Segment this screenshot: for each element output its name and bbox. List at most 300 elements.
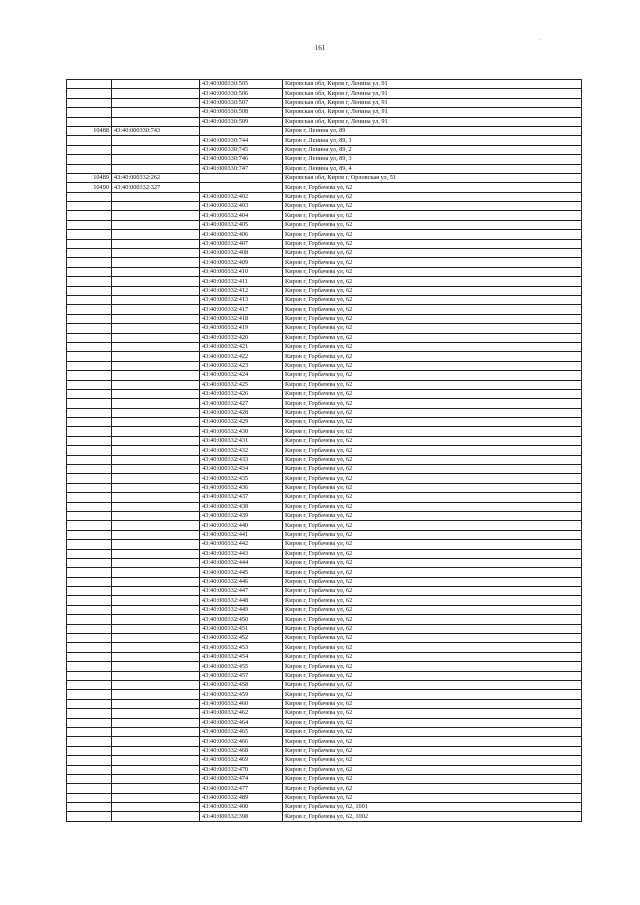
address: Киров г, Горбачева ул, 62 [283, 756, 582, 765]
table-row [67, 314, 582, 323]
parent-cadastral-number: 43:40:000330:743 [112, 126, 200, 135]
address: Киров г, Горбачева ул, 62 [283, 192, 582, 201]
address: Кировская обл, Киров г, Ленина ул, 91 [283, 89, 582, 98]
parent-cadastral-number [112, 784, 200, 793]
table-row [67, 455, 582, 464]
child-cadastral-number: 43:40:000332:466 [200, 737, 283, 746]
address: Киров г, Горбачева ул, 62 [283, 380, 582, 389]
row-number [67, 765, 112, 774]
table-row [67, 681, 582, 690]
parent-cadastral-number [112, 267, 200, 276]
cadastral-table [66, 79, 582, 822]
child-cadastral-number: 43:40:000332:435 [200, 474, 283, 483]
parent-cadastral-number [112, 239, 200, 248]
child-cadastral-number: 43:40:000332:458 [200, 681, 283, 690]
table-row [67, 577, 582, 586]
row-number [67, 418, 112, 427]
parent-cadastral-number [112, 230, 200, 239]
row-number [67, 277, 112, 286]
parent-cadastral-number [112, 558, 200, 567]
child-cadastral-number: 43:40:000332:437 [200, 493, 283, 502]
address: Киров г, Горбачева ул, 62 [283, 465, 582, 474]
child-cadastral-number: 43:40:000332:474 [200, 774, 283, 783]
table-row [67, 690, 582, 699]
table-row [67, 699, 582, 708]
parent-cadastral-number [112, 455, 200, 464]
parent-cadastral-number [112, 314, 200, 323]
parent-cadastral-number [112, 727, 200, 736]
child-cadastral-number: 43:40:000332:447 [200, 587, 283, 596]
parent-cadastral-number: 43:40:000332:262 [112, 173, 200, 182]
child-cadastral-number: 43:40:000332:411 [200, 277, 283, 286]
row-number [67, 427, 112, 436]
parent-cadastral-number [112, 718, 200, 727]
row-number [67, 324, 112, 333]
parent-cadastral-number [112, 418, 200, 427]
address: Киров г, Горбачева ул, 62 [283, 239, 582, 248]
child-cadastral-number: 43:40:000332:410 [200, 267, 283, 276]
row-number [67, 549, 112, 558]
address: Киров г, Ленина ул, 89 [283, 126, 582, 135]
address: Киров г, Горбачева ул, 62 [283, 662, 582, 671]
row-number [67, 643, 112, 652]
address: Киров г, Горбачева ул, 62 [283, 634, 582, 643]
row-number [67, 455, 112, 464]
address: Киров г, Горбачева ул, 62 [283, 596, 582, 605]
row-number [67, 164, 112, 173]
child-cadastral-number: 43:40:000332:420 [200, 333, 283, 342]
parent-cadastral-number [112, 605, 200, 614]
address: Киров г, Горбачева ул, 62 [283, 455, 582, 464]
child-cadastral-number: 43:40:000332:455 [200, 662, 283, 671]
address: Киров г, Горбачева ул, 62 [283, 446, 582, 455]
address: Киров г, Горбачева ул, 62 [283, 652, 582, 661]
row-number [67, 756, 112, 765]
table-row [67, 727, 582, 736]
row-number [67, 568, 112, 577]
address: Киров г, Горбачева ул, 62, 1002 [283, 812, 582, 821]
table-row [67, 530, 582, 539]
row-number [67, 774, 112, 783]
address: Киров г, Горбачева ул, 62 [283, 408, 582, 417]
row-number [67, 483, 112, 492]
row-number [67, 80, 112, 89]
parent-cadastral-number [112, 756, 200, 765]
child-cadastral-number: 43:40:000332:441 [200, 530, 283, 539]
row-number [67, 98, 112, 107]
row-number [67, 249, 112, 258]
parent-cadastral-number: 43:40:000332:327 [112, 183, 200, 192]
address: Киров г, Горбачева ул, 62 [283, 624, 582, 633]
child-cadastral-number: 43:40:000332:419 [200, 324, 283, 333]
table-row [67, 352, 582, 361]
child-cadastral-number: 43:40:000332:398 [200, 812, 283, 821]
table-row [67, 220, 582, 229]
child-cadastral-number: 43:40:000332:431 [200, 436, 283, 445]
table-row [67, 521, 582, 530]
row-number [67, 634, 112, 643]
address: Киров г, Горбачева ул, 62 [283, 615, 582, 624]
parent-cadastral-number [112, 511, 200, 520]
address: Киров г, Горбачева ул, 62 [283, 530, 582, 539]
parent-cadastral-number [112, 737, 200, 746]
parent-cadastral-number [112, 380, 200, 389]
parent-cadastral-number [112, 117, 200, 126]
parent-cadastral-number [112, 624, 200, 633]
row-number [67, 709, 112, 718]
row-number [67, 342, 112, 351]
address: Киров г, Горбачева ул, 62 [283, 220, 582, 229]
row-number [67, 474, 112, 483]
address: Киров г, Ленина ул, 89, 4 [283, 164, 582, 173]
child-cadastral-number: 43:40:000332:449 [200, 605, 283, 614]
child-cadastral-number: 43:40:000332:446 [200, 577, 283, 586]
table-row [67, 568, 582, 577]
parent-cadastral-number [112, 446, 200, 455]
address: Киров г, Горбачева ул, 62 [283, 690, 582, 699]
child-cadastral-number: 43:40:000332:465 [200, 727, 283, 736]
address: Киров г, Горбачева ул, 62 [283, 371, 582, 380]
address: Кировская обл, Киров г, Ленина ул, 91 [283, 80, 582, 89]
child-cadastral-number: 43:40:000332:421 [200, 342, 283, 351]
row-number [67, 540, 112, 549]
table-row [67, 89, 582, 98]
address: Киров г, Горбачева ул, 62 [283, 587, 582, 596]
row-number [67, 230, 112, 239]
table-row [67, 286, 582, 295]
address: Киров г, Ленина ул, 89, 3 [283, 155, 582, 164]
row-number [67, 314, 112, 323]
parent-cadastral-number [112, 615, 200, 624]
child-cadastral-number: 43:40:000332:417 [200, 305, 283, 314]
child-cadastral-number: 43:40:000332:450 [200, 615, 283, 624]
child-cadastral-number: 43:40:000332:418 [200, 314, 283, 323]
parent-cadastral-number [112, 399, 200, 408]
parent-cadastral-number [112, 164, 200, 173]
parent-cadastral-number [112, 671, 200, 680]
address: Киров г, Горбачева ул, 62 [283, 352, 582, 361]
row-number [67, 286, 112, 295]
child-cadastral-number: 43:40:000330:507 [200, 98, 283, 107]
parent-cadastral-number [112, 681, 200, 690]
parent-cadastral-number [112, 436, 200, 445]
address: Киров г, Горбачева ул, 62 [283, 727, 582, 736]
child-cadastral-number: 43:40:000332:453 [200, 643, 283, 652]
table-row [67, 634, 582, 643]
address: Киров г, Горбачева ул, 62 [283, 211, 582, 220]
row-number [67, 389, 112, 398]
child-cadastral-number: 43:40:000332:452 [200, 634, 283, 643]
table-row [67, 98, 582, 107]
table-row [67, 652, 582, 661]
parent-cadastral-number [112, 202, 200, 211]
table-row [67, 408, 582, 417]
table-row [67, 709, 582, 718]
parent-cadastral-number [112, 427, 200, 436]
child-cadastral-number: 43:40:000330:745 [200, 145, 283, 154]
row-number [67, 662, 112, 671]
address: Киров г, Горбачева ул, 62 [283, 784, 582, 793]
address: Киров г, Горбачева ул, 62 [283, 324, 582, 333]
child-cadastral-number: 43:40:000332:464 [200, 718, 283, 727]
parent-cadastral-number [112, 352, 200, 361]
table-row [67, 812, 582, 821]
row-number [67, 380, 112, 389]
child-cadastral-number: 43:40:000330:509 [200, 117, 283, 126]
corner-mark: . [540, 36, 542, 42]
child-cadastral-number: 43:40:000332:422 [200, 352, 283, 361]
table-row [67, 342, 582, 351]
row-number [67, 436, 112, 445]
child-cadastral-number: 43:40:000332:407 [200, 239, 283, 248]
row-number [67, 465, 112, 474]
row-number [67, 652, 112, 661]
child-cadastral-number: 43:40:000332:425 [200, 380, 283, 389]
address: Киров г, Горбачева ул, 62 [283, 577, 582, 586]
parent-cadastral-number [112, 342, 200, 351]
address: Кировская обл, Киров г, Ленина ул, 91 [283, 98, 582, 107]
row-number [67, 333, 112, 342]
address: Киров г, Горбачева ул, 62 [283, 540, 582, 549]
parent-cadastral-number [112, 662, 200, 671]
child-cadastral-number: 43:40:000332:423 [200, 361, 283, 370]
parent-cadastral-number [112, 465, 200, 474]
table-row [67, 465, 582, 474]
address: Киров г, Горбачева ул, 62 [283, 493, 582, 502]
row-number [67, 220, 112, 229]
table-row [67, 305, 582, 314]
row-number [67, 239, 112, 248]
row-number [67, 108, 112, 117]
table-row [67, 746, 582, 755]
table-row [67, 155, 582, 164]
row-number [67, 155, 112, 164]
row-number [67, 211, 112, 220]
address: Киров г, Горбачева ул, 62 [283, 709, 582, 718]
row-number: 10488 [67, 126, 112, 135]
child-cadastral-number: 43:40:000332:460 [200, 699, 283, 708]
address: Киров г, Горбачева ул, 62 [283, 361, 582, 370]
address: Киров г, Горбачева ул, 62 [283, 305, 582, 314]
address: Киров г, Горбачева ул, 62 [283, 718, 582, 727]
address: Киров г, Горбачева ул, 62 [283, 333, 582, 342]
table-row [67, 80, 582, 89]
row-number [67, 371, 112, 380]
child-cadastral-number: 43:40:000332:470 [200, 765, 283, 774]
table-row [67, 126, 582, 135]
table-row [67, 587, 582, 596]
address: Кировская обл, Киров г, Орловская ул, 51 [283, 173, 582, 182]
child-cadastral-number: 43:40:000332:426 [200, 389, 283, 398]
parent-cadastral-number [112, 765, 200, 774]
address: Киров г, Горбачева ул, 62 [283, 549, 582, 558]
child-cadastral-number: 43:40:000332:433 [200, 455, 283, 464]
row-number [67, 258, 112, 267]
row-number [67, 671, 112, 680]
child-cadastral-number: 43:40:000332:469 [200, 756, 283, 765]
parent-cadastral-number [112, 803, 200, 812]
parent-cadastral-number [112, 577, 200, 586]
address: Киров г, Горбачева ул, 62 [283, 671, 582, 680]
address: Киров г, Горбачева ул, 62 [283, 746, 582, 755]
parent-cadastral-number [112, 540, 200, 549]
table-row [67, 192, 582, 201]
child-cadastral-number: 43:40:000332:402 [200, 192, 283, 201]
child-cadastral-number: 43:40:000332:477 [200, 784, 283, 793]
row-number [67, 605, 112, 614]
address: Киров г, Горбачева ул, 62 [283, 249, 582, 258]
child-cadastral-number: 43:40:000332:412 [200, 286, 283, 295]
child-cadastral-number: 43:40:000332:400 [200, 803, 283, 812]
parent-cadastral-number [112, 371, 200, 380]
child-cadastral-number: 43:40:000332:405 [200, 220, 283, 229]
row-number [67, 718, 112, 727]
table-row [67, 511, 582, 520]
row-number [67, 145, 112, 154]
parent-cadastral-number [112, 249, 200, 258]
row-number [67, 558, 112, 567]
child-cadastral-number: 43:40:000332:403 [200, 202, 283, 211]
parent-cadastral-number [112, 136, 200, 145]
table-row [67, 361, 582, 370]
table-row [67, 173, 582, 182]
address: Киров г, Горбачева ул, 62 [283, 258, 582, 267]
child-cadastral-number: 43:40:000330:746 [200, 155, 283, 164]
row-number [67, 812, 112, 821]
child-cadastral-number: 43:40:000330:747 [200, 164, 283, 173]
child-cadastral-number: 43:40:000332:404 [200, 211, 283, 220]
child-cadastral-number: 43:40:000332:436 [200, 483, 283, 492]
table-row [67, 277, 582, 286]
parent-cadastral-number [112, 361, 200, 370]
parent-cadastral-number [112, 89, 200, 98]
table-row [67, 765, 582, 774]
address: Киров г, Горбачева ул, 62 [283, 643, 582, 652]
child-cadastral-number: 43:40:000332:444 [200, 558, 283, 567]
child-cadastral-number [200, 183, 283, 192]
table-row [67, 483, 582, 492]
table-row [67, 549, 582, 558]
parent-cadastral-number [112, 587, 200, 596]
table-row [67, 267, 582, 276]
address: Киров г, Горбачева ул, 62 [283, 277, 582, 286]
table-row [67, 108, 582, 117]
parent-cadastral-number [112, 211, 200, 220]
child-cadastral-number: 43:40:000330:506 [200, 89, 283, 98]
child-cadastral-number [200, 173, 283, 182]
child-cadastral-number: 43:40:000332:429 [200, 418, 283, 427]
table-row [67, 333, 582, 342]
table-row [67, 624, 582, 633]
row-number [67, 624, 112, 633]
table-row [67, 202, 582, 211]
row-number [67, 305, 112, 314]
child-cadastral-number: 43:40:000332:439 [200, 511, 283, 520]
row-number [67, 399, 112, 408]
address: Кировская обл, Киров г, Ленина ул, 91 [283, 117, 582, 126]
row-number [67, 89, 112, 98]
table-row [67, 784, 582, 793]
address: Киров г, Горбачева ул, 62 [283, 511, 582, 520]
row-number [67, 587, 112, 596]
row-number [67, 727, 112, 736]
address: Киров г, Горбачева ул, 62 [283, 605, 582, 614]
address: Киров г, Горбачева ул, 62 [283, 399, 582, 408]
address: Киров г, Горбачева ул, 62 [283, 389, 582, 398]
table-row [67, 399, 582, 408]
row-number [67, 352, 112, 361]
parent-cadastral-number [112, 493, 200, 502]
child-cadastral-number: 43:40:000332:454 [200, 652, 283, 661]
address: Киров г, Горбачева ул, 62 [283, 521, 582, 530]
address: Киров г, Горбачева ул, 62 [283, 474, 582, 483]
table-body [67, 80, 582, 822]
child-cadastral-number: 43:40:000332:459 [200, 690, 283, 699]
parent-cadastral-number [112, 502, 200, 511]
child-cadastral-number: 43:40:000332:406 [200, 230, 283, 239]
table-row [67, 239, 582, 248]
row-number: 10490 [67, 183, 112, 192]
address: Киров г, Горбачева ул, 62 [283, 699, 582, 708]
table-row [67, 774, 582, 783]
row-number [67, 690, 112, 699]
row-number [67, 511, 112, 520]
row-number [67, 361, 112, 370]
table-row [67, 596, 582, 605]
row-number [67, 521, 112, 530]
child-cadastral-number: 43:40:000332:424 [200, 371, 283, 380]
child-cadastral-number [200, 126, 283, 135]
table-row [67, 117, 582, 126]
table-row [67, 371, 582, 380]
child-cadastral-number: 43:40:000332:432 [200, 446, 283, 455]
parent-cadastral-number [112, 155, 200, 164]
row-number: 10489 [67, 173, 112, 182]
table-row [67, 164, 582, 173]
address: Киров г, Горбачева ул, 62 [283, 230, 582, 239]
row-number [67, 408, 112, 417]
parent-cadastral-number [112, 220, 200, 229]
parent-cadastral-number [112, 634, 200, 643]
row-number [67, 681, 112, 690]
child-cadastral-number: 43:40:000332:427 [200, 399, 283, 408]
table-row [67, 474, 582, 483]
table-row [67, 493, 582, 502]
parent-cadastral-number [112, 746, 200, 755]
child-cadastral-number: 43:40:000332:442 [200, 540, 283, 549]
address: Киров г, Горбачева ул, 62 [283, 295, 582, 304]
parent-cadastral-number [112, 258, 200, 267]
parent-cadastral-number [112, 483, 200, 492]
table-row [67, 718, 582, 727]
parent-cadastral-number [112, 812, 200, 821]
address: Киров г, Горбачева ул, 62 [283, 427, 582, 436]
table-row [67, 136, 582, 145]
parent-cadastral-number [112, 690, 200, 699]
table-row [67, 605, 582, 614]
row-number [67, 746, 112, 755]
parent-cadastral-number [112, 521, 200, 530]
row-number [67, 192, 112, 201]
address: Киров г, Ленина ул, 89, 2 [283, 145, 582, 154]
address: Киров г, Горбачева ул, 62 [283, 793, 582, 802]
row-number [67, 530, 112, 539]
child-cadastral-number: 43:40:000332:448 [200, 596, 283, 605]
row-number [67, 502, 112, 511]
parent-cadastral-number [112, 389, 200, 398]
parent-cadastral-number [112, 277, 200, 286]
row-number [67, 493, 112, 502]
